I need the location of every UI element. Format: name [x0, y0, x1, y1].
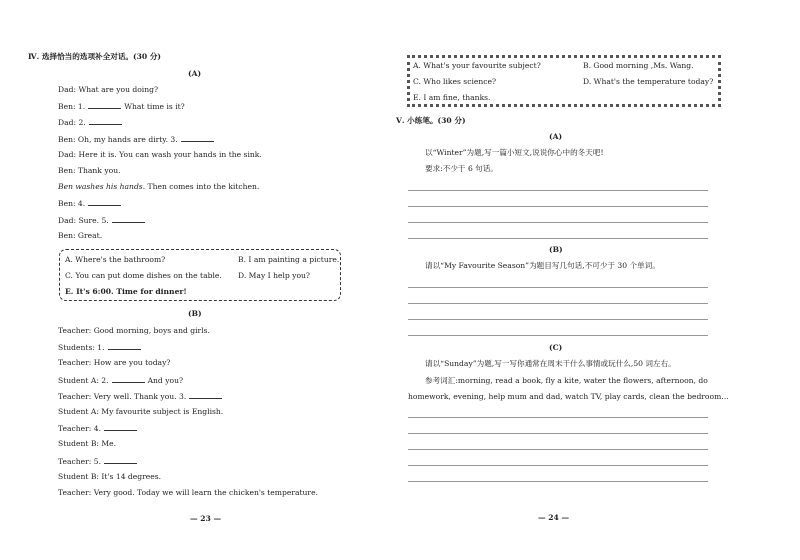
line-text: Student B: Me.	[58, 439, 117, 449]
option: B. Good morning ,Ms. Wang.	[583, 61, 694, 70]
line-text: Teacher: Good morning, boys and girls.	[58, 326, 210, 335]
answer-blank[interactable]	[181, 134, 214, 142]
answer-blank[interactable]	[88, 101, 121, 109]
writing-line[interactable]	[408, 222, 708, 223]
line-text: Teacher: Very good. Today we will learn the chicken's temperature.	[58, 488, 318, 497]
dialog-line	[58, 488, 318, 498]
part-a-label: (A)	[549, 132, 563, 141]
instruction: 要求:不少于 6 句话。	[425, 164, 498, 173]
part-c-label: (C)	[549, 343, 563, 352]
dialog-line	[58, 101, 185, 112]
line-text: Teacher: 4.	[58, 424, 101, 434]
option: A. What's your favourite subject?	[413, 61, 541, 70]
instruction: 请以“Sunday”为题,写一写你通常在周末干什么事情或玩什么,50 词左右。	[425, 359, 676, 368]
vocabulary: 参考词汇:morning, read a book, fly a kite, water the flowers, afternoon, do	[425, 376, 708, 385]
line-text: Dad: Sure. 5.	[58, 215, 109, 225]
part-b-label: (B)	[188, 309, 202, 318]
line-text: Teacher: How are you today?	[58, 358, 171, 368]
dialog-line	[58, 342, 144, 353]
answer-blank[interactable]	[112, 215, 145, 223]
answer-blank[interactable]	[88, 198, 121, 206]
line-text: Ben: 1.	[58, 102, 86, 112]
dialog-line	[58, 391, 225, 402]
option: E. It's 6:00. Time for dinner!	[65, 287, 187, 296]
dialog-line	[58, 134, 217, 145]
line-text: Dad: 2.	[58, 118, 86, 128]
option: E. I am fine, thanks.	[413, 93, 491, 102]
part-b-label: (B)	[549, 245, 563, 254]
part-a-label: (A)	[188, 69, 202, 78]
line-text: Ben: 4.	[58, 199, 86, 209]
dialog-line	[58, 117, 125, 128]
answer-blank[interactable]	[108, 342, 141, 350]
answer-blank[interactable]	[104, 423, 137, 431]
dialog-line	[58, 456, 140, 467]
answer-blank[interactable]	[112, 375, 145, 383]
line-text: Dad: What are you doing?	[58, 85, 159, 94]
line-text: Then comes into the kitchen.	[147, 182, 260, 192]
writing-line[interactable]	[408, 287, 708, 288]
writing-line[interactable]	[408, 206, 708, 207]
dialog-line	[58, 231, 102, 241]
writing-line[interactable]	[408, 190, 708, 191]
writing-line[interactable]	[408, 319, 708, 320]
instruction: 以“Winter”为题,写一篇小短文,说说你心中的冬天吧!	[425, 148, 604, 157]
dialog-line	[58, 85, 158, 95]
dialog-line	[58, 375, 183, 386]
instruction: 请以“My Favourite Season”为题目写几句话,不可少于 30 个单词。	[425, 261, 660, 270]
line-text: Ben washes his hands.	[58, 182, 146, 192]
option: D. What's the temperature today?	[583, 77, 714, 86]
page-number: — 23 —	[190, 514, 222, 523]
dialog-line	[58, 358, 170, 368]
dialog-line	[58, 472, 161, 482]
writing-line[interactable]	[408, 238, 708, 239]
option: C. Who likes science?	[413, 77, 497, 86]
options-box-a	[59, 249, 341, 301]
writing-line[interactable]	[408, 433, 708, 434]
answer-blank[interactable]	[104, 456, 137, 464]
writing-line[interactable]	[408, 465, 708, 466]
writing-line[interactable]	[408, 481, 708, 482]
dialog-line	[58, 150, 262, 160]
line-text: Student A: 2.	[58, 375, 109, 385]
line-text: What time is it?	[124, 102, 185, 112]
line-text: Dad: Here it is. You can wash your hands in the sink.	[58, 149, 262, 159]
dialog-line	[58, 407, 223, 417]
section-4-title: Ⅳ. 选择恰当的选项补全对话。(30 分)	[28, 52, 162, 61]
line-text: Student A: My favourite subject is English.	[58, 407, 224, 416]
answer-blank[interactable]	[89, 117, 122, 125]
option: A. Where's the bathroom?	[65, 255, 166, 264]
option: D. May I help you?	[238, 271, 310, 280]
section-5-title: Ⅴ. 小练笔。(30 分)	[396, 116, 466, 125]
page-number: — 24 —	[538, 513, 570, 522]
dialog-line	[58, 439, 116, 449]
options-box-b	[407, 55, 721, 107]
dialog-line	[58, 198, 124, 209]
answer-blank[interactable]	[189, 391, 222, 399]
option: C. You can put dome dishes on the table.	[65, 271, 222, 280]
line-text: Students: 1.	[58, 343, 105, 353]
vocabulary: homework, evening, help mum and dad, watch TV, play cards, clean the bedroom…	[408, 392, 729, 401]
dialog-line	[58, 423, 140, 434]
line-text: Teacher: 5.	[58, 456, 101, 466]
writing-line[interactable]	[408, 449, 708, 450]
line-text: And you?	[147, 375, 184, 385]
line-text: Ben: Oh, my hands are dirty. 3.	[58, 134, 178, 144]
writing-line[interactable]	[408, 417, 708, 418]
dialog-line	[58, 182, 259, 192]
writing-line[interactable]	[408, 335, 708, 336]
dialog-line	[58, 166, 121, 176]
writing-line[interactable]	[408, 303, 708, 304]
line-text: Ben: Thank you.	[58, 166, 121, 175]
option: B. I am painting a picture.	[238, 255, 340, 264]
dialog-line	[58, 215, 148, 226]
dialog-line	[58, 326, 210, 336]
line-text: Teacher: Very well. Thank you. 3.	[58, 391, 187, 401]
line-text: Ben: Great.	[58, 230, 103, 240]
line-text: Student B: It's 14 degrees.	[58, 471, 162, 481]
